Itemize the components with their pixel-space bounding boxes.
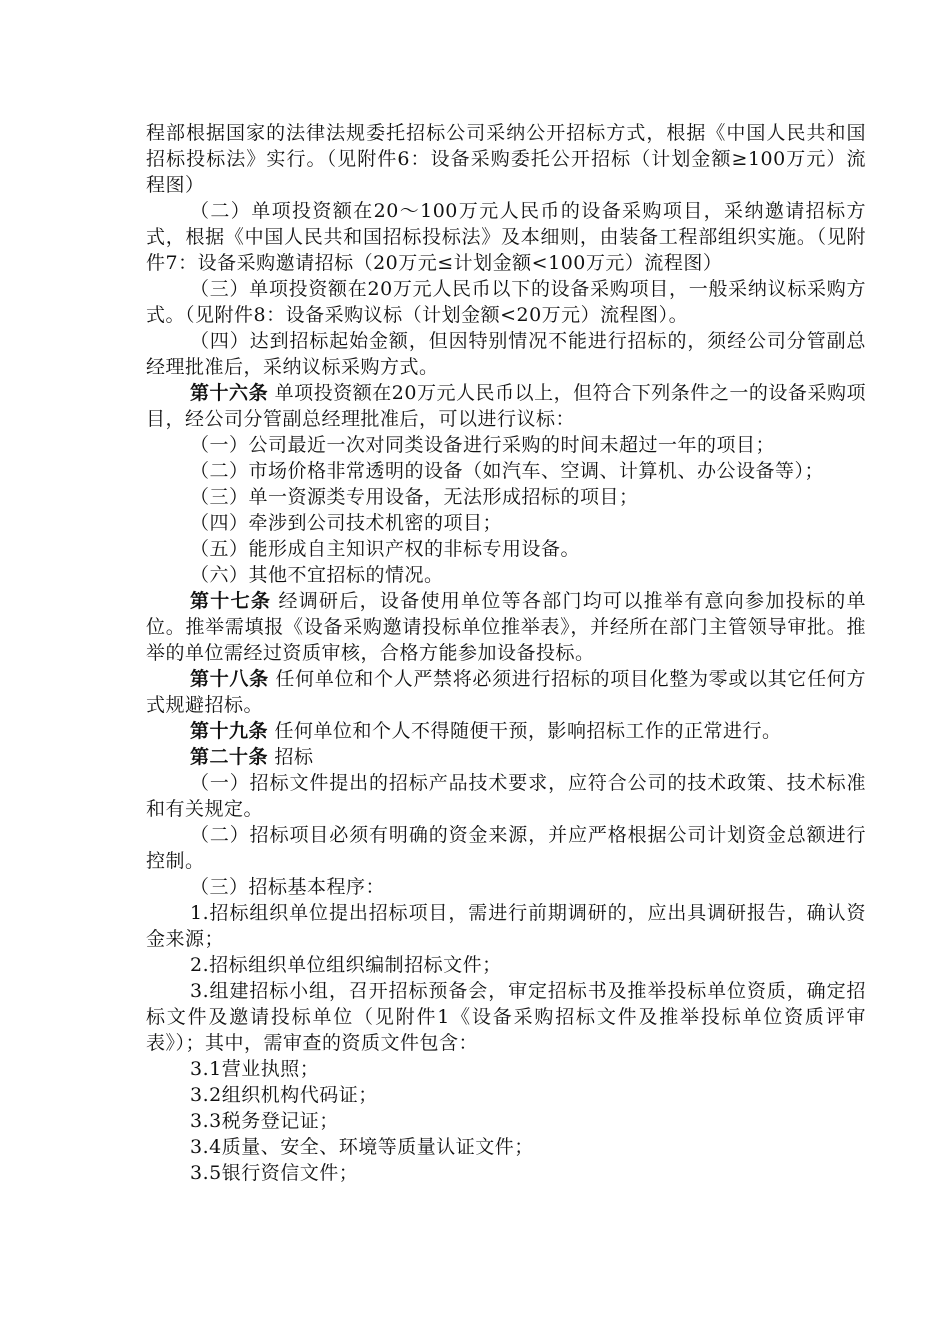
procedure-step xyxy=(146,978,866,1056)
paragraph-text: （二）招标项目必须有明确的资金来源，并应严格根据公司计划资金总额进行控制。 xyxy=(146,824,866,872)
paragraph-text: 2.招标组织单位组织编制招标文件； xyxy=(190,954,502,976)
paragraph-text: 任何单位和个人严禁将必须进行招标的项目化整为零或以其它任何方式规避招标。 xyxy=(146,668,866,716)
article-16 xyxy=(146,380,866,432)
paragraph-text: （三）招标基本程序： xyxy=(190,876,386,898)
article-heading: 第十七条 xyxy=(190,590,272,612)
paragraph xyxy=(146,770,866,822)
list-item xyxy=(146,432,866,458)
article-heading: 第十六条 xyxy=(190,382,269,404)
paragraph xyxy=(146,198,866,276)
paragraph xyxy=(146,874,866,900)
list-item xyxy=(146,484,866,510)
paragraph-text: （三）单项投资额在20万元人民币以下的设备采购项目，一般采纳议标采购方式。（见附件8：设备采购议标（计划金额<20万元）流程图）。 xyxy=(146,278,866,326)
article-18 xyxy=(146,666,866,718)
paragraph-text: 程部根据国家的法律法规委托招标公司采纳公开招标方式，根据《中国人民共和国招标投标法》实行。（见附件6：设备采购委托公开招标（计划金额≥100万元）流程图） xyxy=(146,122,866,196)
paragraph-text: （一）招标文件提出的招标产品技术要求，应符合公司的技术政策、技术标准和有关规定。 xyxy=(146,772,866,820)
document-item xyxy=(146,1108,866,1134)
document-item xyxy=(146,1082,866,1108)
paragraph-text: （六）其他不宜招标的情况。 xyxy=(190,564,444,586)
paragraph xyxy=(146,822,866,874)
list-item xyxy=(146,562,866,588)
article-heading: 第十八条 xyxy=(190,668,269,690)
document-item xyxy=(146,1056,866,1082)
paragraph-text: （三）单一资源类专用设备，无法形成招标的项目； xyxy=(190,486,639,508)
paragraph-text: 3.5银行资信文件； xyxy=(190,1162,359,1184)
article-17 xyxy=(146,588,866,666)
paragraph-text: 1.招标组织单位提出招标项目，需进行前期调研的，应出具调研报告，确认资金来源； xyxy=(146,902,866,950)
procedure-step xyxy=(146,900,866,952)
paragraph-text: 3.2组织机构代码证； xyxy=(190,1084,378,1106)
paragraph-text: 任何单位和个人不得随便干预，影响招标工作的正常进行。 xyxy=(268,720,782,742)
paragraph-text: 经调研后，设备使用单位等各部门均可以推举有意向参加投标的单位。推举需填报《设备采购邀请投标单位推举表》，并经所在部门主管领导审批。推举的单位需经过资质审核，合格方能参加设备投标。 xyxy=(146,590,866,664)
paragraph-text: （四）达到招标起始金额，但因特别情况不能进行招标的，须经公司分管副总经理批准后，采纳议标采购方式。 xyxy=(146,330,866,378)
paragraph-text: （四）牵涉到公司技术机密的项目； xyxy=(190,512,503,534)
document-item xyxy=(146,1160,866,1186)
article-19 xyxy=(146,718,866,744)
paragraph-text: 招标 xyxy=(268,746,314,768)
paragraph xyxy=(146,276,866,328)
list-item xyxy=(146,510,866,536)
paragraph-text: （二）单项投资额在20～100万元人民币的设备采购项目，采纳邀请招标方式，根据《中国人民共和国招标投标法》及本细则，由装备工程部组织实施。（见附件7：设备采购邀请招标（20万元≤计划金额<100万元）流程图） xyxy=(146,200,866,274)
article-heading: 第二十条 xyxy=(190,746,269,768)
paragraph xyxy=(146,328,866,380)
list-item xyxy=(146,458,866,484)
document-body xyxy=(146,120,866,1186)
document-item xyxy=(146,1134,866,1160)
article-20 xyxy=(146,744,866,770)
paragraph-text: 3.4质量、安全、环境等质量认证文件； xyxy=(190,1136,534,1158)
paragraph-text: 3.组建招标小组，召开招标预备会，审定招标书及推举投标单位资质，确定招标文件及邀请投标单位（见附件1《设备采购招标文件及推举投标单位资质评审表》）；其中，需审查的资质文件包含： xyxy=(146,980,866,1054)
paragraph-text: 单项投资额在20万元人民币以上，但符合下列条件之一的设备采购项目，经公司分管副总经理批准后，可以进行议标： xyxy=(146,382,866,430)
paragraph xyxy=(146,120,866,198)
procedure-step xyxy=(146,952,866,978)
paragraph-text: （五）能形成自主知识产权的非标专用设备。 xyxy=(190,538,581,560)
article-heading: 第十九条 xyxy=(190,720,269,742)
paragraph-text: （一）公司最近一次对同类设备进行采购的时间未超过一年的项目； xyxy=(190,434,776,456)
paragraph-text: 3.1营业执照； xyxy=(190,1058,320,1080)
paragraph-text: （二）市场价格非常透明的设备（如汽车、空调、计算机、办公设备等）； xyxy=(190,460,825,482)
paragraph-text: 3.3税务登记证； xyxy=(190,1110,339,1132)
list-item xyxy=(146,536,866,562)
